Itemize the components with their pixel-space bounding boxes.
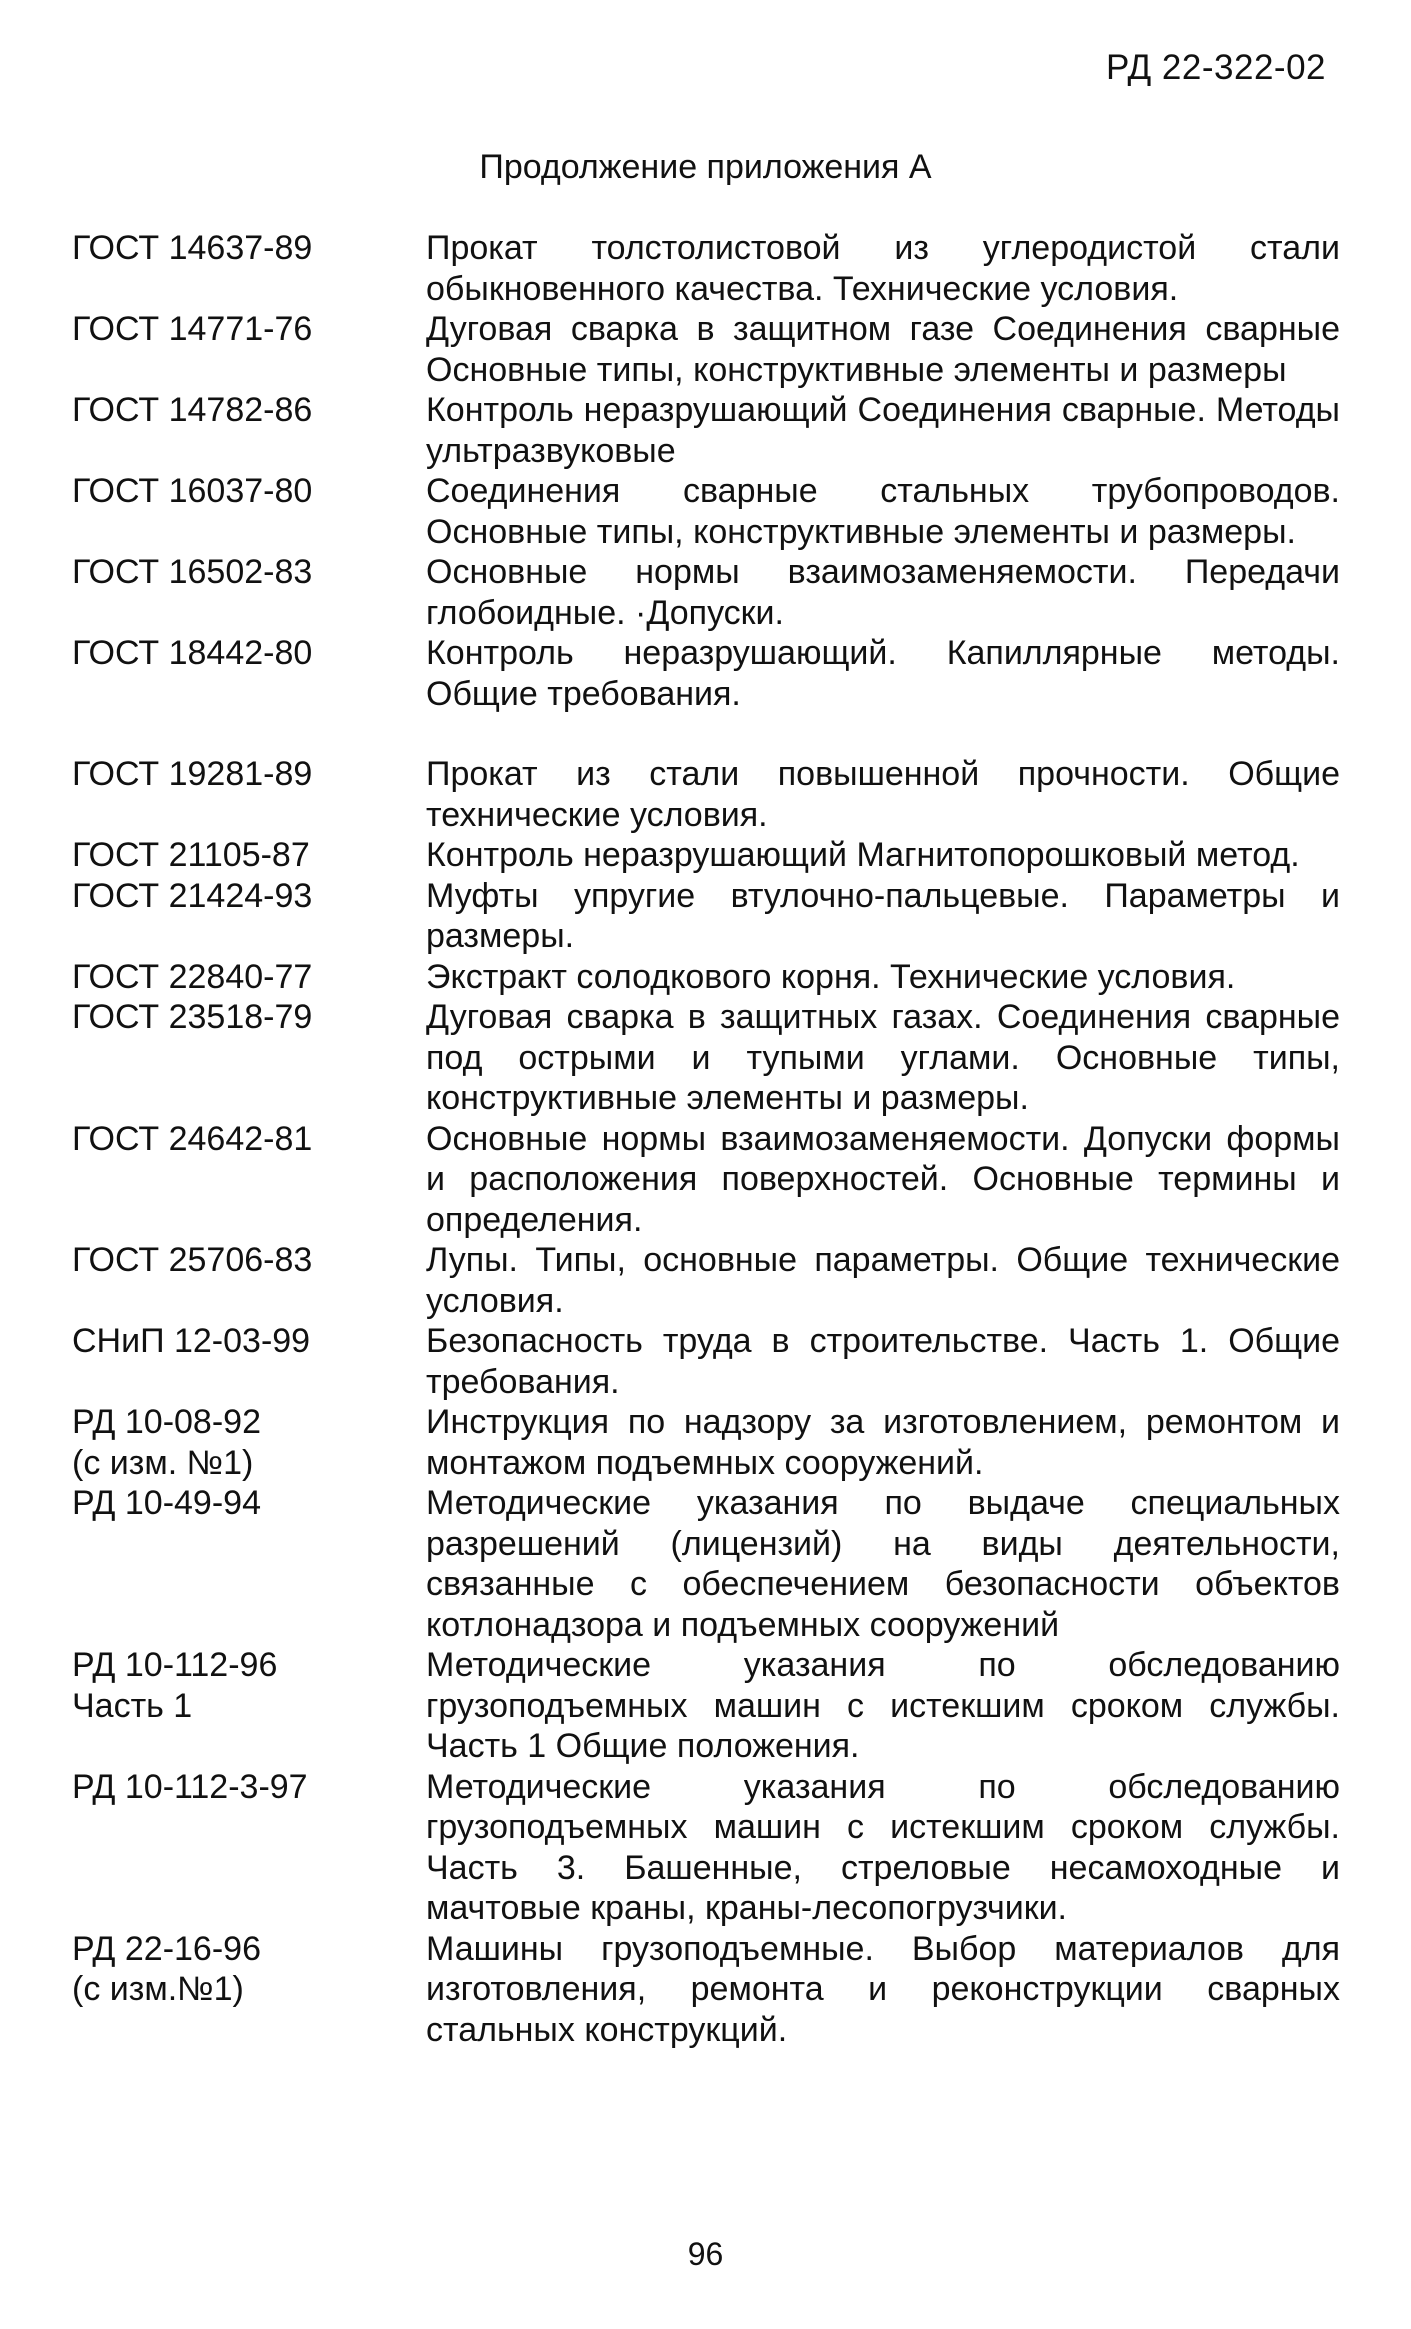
standard-code: ГОСТ 14637-89 [72, 229, 313, 267]
standard-title: Дуговая сварка в защитных газах. Соединения сварные под острыми и тупыми углами. Основные типы, конструктивные элементы и размеры. [426, 998, 1340, 1117]
standard-code: ГОСТ 21424-93 [72, 876, 313, 915]
standard-title: Контроль неразрушающий Соединения сварные. Методы ультразвуковые [426, 391, 1340, 470]
standard-title: Методические указания по выдаче специальных разрешений (лицензий) на виды деятельности, связанные с обеспечением безопасности объектов котлонадзора и подъемных сооружений [426, 1484, 1340, 1644]
reference-entry [72, 390, 1340, 471]
reference-entry [72, 1402, 1340, 1483]
standard-title: Прокат толстолистовой из углеродистой стали обыкновенного качества. Технические условия. [426, 229, 1340, 308]
standard-title: Методические указания по обследованию грузоподъемных машин с истекшим сроком службы. Часть 1 Общие положения. [426, 1646, 1340, 1765]
reference-entry [72, 957, 1340, 998]
standard-title: Контроль неразрушающий Магнитопорошковый метод. [426, 836, 1300, 874]
standard-code: ГОСТ 21105-87 [72, 836, 310, 874]
standard-code: ГОСТ 24642-81 [72, 1119, 313, 1158]
standard-code: РД 10-112-3-97 [72, 1767, 308, 1806]
standard-title: Контроль неразрушающий. Капиллярные методы. Общие требования. [426, 634, 1340, 713]
standard-title: Лупы. Типы, основные параметры. Общие технические условия. [426, 1241, 1340, 1320]
standard-code: ГОСТ 14771-76 [72, 310, 313, 348]
reference-entry [72, 1321, 1340, 1402]
reference-entry [72, 1240, 1340, 1321]
standard-code: СНиП 12-03-99 [72, 1322, 311, 1360]
document-code: РД 22-322-02 [1106, 48, 1326, 87]
standard-code: ГОСТ 19281-89 [72, 755, 313, 793]
reference-entry [72, 876, 1340, 957]
standard-code: РД 10-112-96 Часть 1 [72, 1646, 278, 1725]
standard-code: ГОСТ 22840-77 [72, 957, 313, 996]
standard-title: Машины грузоподъемные. Выбор материалов для изготовления, ремонта и реконструкции сварных стальных конструкций. [426, 1929, 1340, 2049]
standard-code: ГОСТ 23518-79 [72, 998, 313, 1036]
standard-title: Методические указания по обследованию грузоподъемных машин с истекшим сроком службы. Часть 3. Башенные, стреловые несамоходные и мачтовые краны, краны-лесопогрузчики. [426, 1767, 1340, 1927]
reference-entry [72, 1767, 1340, 1929]
page-number: 96 [687, 2236, 724, 2272]
standard-title: Основные нормы взаимозаменяемости. Допуски формы и расположения поверхностей. Основные термины и определения. [426, 1119, 1340, 1239]
reference-entry [72, 754, 1340, 835]
reference-entry [72, 552, 1340, 633]
reference-entry [72, 309, 1340, 390]
reference-entry [72, 1483, 1340, 1645]
standard-code: ГОСТ 18442-80 [72, 634, 313, 672]
standard-code: РД 10-08-92 (с изм. №1) [72, 1403, 261, 1482]
reference-entry [72, 1645, 1340, 1767]
reference-entry [72, 997, 1340, 1119]
standard-code: ГОСТ 16037-80 [72, 472, 313, 510]
standard-code: ГОСТ 14782-86 [72, 391, 313, 429]
standard-title: Экстракт солодкового корня. Технические условия. [426, 957, 1236, 996]
reference-entry [72, 228, 1340, 309]
standard-title: Инструкция по надзору за изготовлением, ремонтом и монтажом подъемных сооружений. [426, 1403, 1340, 1482]
reference-entry [72, 471, 1340, 552]
standard-code: ГОСТ 16502-83 [72, 553, 313, 591]
standard-code: ГОСТ 25706-83 [72, 1241, 313, 1279]
appendix-continuation-heading: Продолжение приложения А [479, 148, 932, 186]
standard-code: РД 22-16-96 (с изм.№1) [72, 1929, 261, 2008]
reference-list [72, 228, 1340, 2050]
standard-title: Муфты упругие втулочно-пальцевые. Параметры и размеры. [426, 876, 1340, 955]
reference-entry [72, 835, 1340, 876]
reference-entry [72, 1119, 1340, 1241]
standard-title: Прокат из стали повышенной прочности. Общие технические условия. [426, 755, 1340, 834]
standard-title: Дуговая сварка в защитном газе Соединения сварные Основные типы, конструктивные элементы и размеры [426, 310, 1340, 389]
reference-entry [72, 1929, 1340, 2051]
standard-title: Безопасность труда в строительстве. Часть 1. Общие требования. [426, 1322, 1340, 1401]
standard-code: РД 10-49-94 [72, 1484, 261, 1522]
standard-title: Соединения сварные стальных трубопроводов. Основные типы, конструктивные элементы и размеры. [426, 472, 1340, 551]
reference-entry [72, 633, 1340, 714]
standard-title: Основные нормы взаимозаменяемости. Передачи глобоидные. ·Допуски. [426, 553, 1340, 632]
